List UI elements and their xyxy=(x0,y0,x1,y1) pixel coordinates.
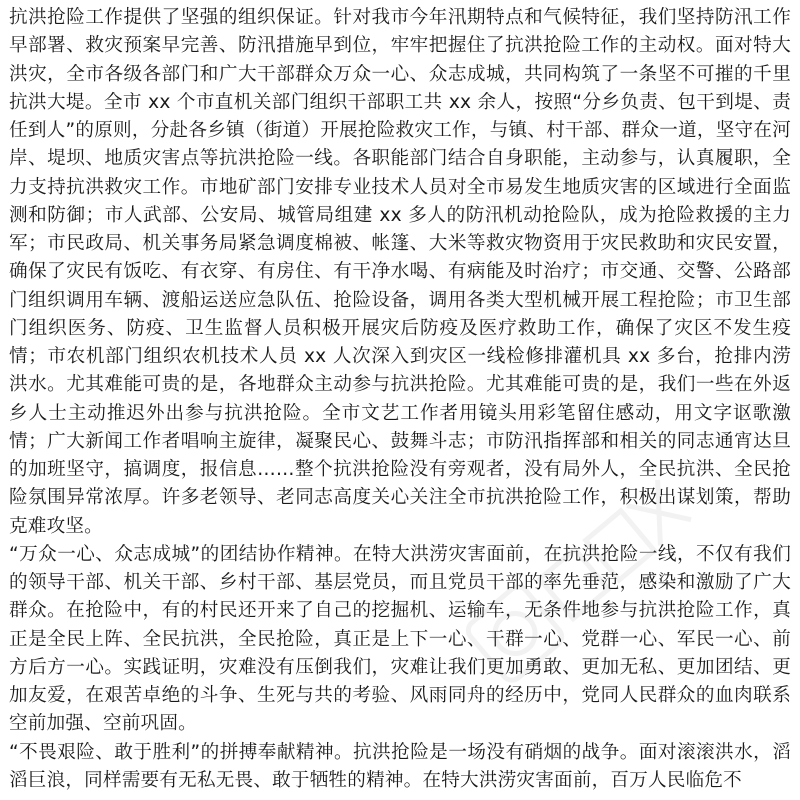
paragraph-3: “不畏艰险、敢于胜利”的拼搏奉献精神。抗洪抢险是一场没有硝烟的战争。面对滚滚洪水，滔滔巨浪，同样需要有无私无畏、敢于牺牲的精神。在特大洪涝灾害面前，百万人民临危不 xyxy=(9,741,791,791)
document-body xyxy=(9,4,791,795)
paragraph-1: 抗洪抢险工作提供了坚强的组织保证。针对我市今年汛期特点和气候特征，我们坚持防汛工作早部署、救灾预案早完善、防汛措施早到位，牢牢把握住了抗洪抢险工作的主动权。面对特大洪灾，全市各级各部门和广大干部群众万众一心、众志成城，共同构筑了一条坚不可摧的千里抗洪大堤。全市 xx 个市直机关部门组织干部职工共 xx 余人，按照“分乡负责、包干到堤、责任到人”的原则，分赴各乡镇（街道）开展抢险救灾工作，与镇、村干部、群众一道，坚守在河岸、堤坝、地质灾害点等抗洪抢险一线。各职能部门结合自身职能，主动参与，认真履职，全力支持抗洪救灾工作。市地矿部门安排专业技术人员对全市易发生地质灾害的区域进行全面监测和防御；市人武部、公安局、城管局组建 xx 多人的防汛机动抢险队，成为抢险救援的主力军；市民政局、机关事务局紧急调度棉被、帐篷、大米等救灾物资用于灾民救助和灾民安置，确保了灾民有饭吃、有衣穿、有房住、有干净水喝、有病能及时治疗；市交通、交警、公路部门组织调用车辆、渡船运送应急队伍、抢险设备，调用各类大型机械开展工程抢险；市卫生部门组织医务、防疫、卫生监督人员积极开展灾后防疫及医疗救助工作，确保了灾区不发生疫情；市农机部门组织农机技术人员 xx 人次深入到灾区一线检修排灌机具 xx 多台，抢排内涝洪水。尤其难能可贵的是，各地群众主动参与抗洪抢险。尤其难能可贵的是，我们一些在外返乡人士主动推迟外出参与抗洪抢险。全市文艺工作者用镜头用彩笔留住感动，用文字讴歌激情；广大新闻工作者唱响主旋律，凝聚民心、鼓舞斗志；市防汛指挥部和相关的同志通宵达旦的加班坚守，搞调度，报信息……整个抗洪抢险没有旁观者，没有局外人，全民抗洪、全民抢险氛围异常浓厚。许多老领导、老同志高度关心关注全市抗洪抢险工作，积极出谋划策，帮助克难攻坚。 xyxy=(9,7,791,537)
paragraph-2: “万众一心、众志成城”的团结协作精神。在特大洪涝灾害面前，在抗洪抢险一线，不仅有我们的领导干部、机关干部、乡村干部、基层党员，而且党员干部的率先垂范，感染和激励了广大群众。在抢险中，有的村民还开来了自己的挖掘机、运输车，无条件地参与抗洪抢险工作，真正是全民上阵、全民抗洪，全民抢险，真正是上下一心、干群一心、党群一心、军民一心、前方后方一心。实践证明，灾难没有压倒我们，灾难让我们更加勇敢、更加无私、更加团结、更加友爱，在艰苦卓绝的斗争、生死与共的考验、风雨同舟的经历中，党同人民群众的血肉联系空前加强、空前巩固。 xyxy=(9,543,791,735)
